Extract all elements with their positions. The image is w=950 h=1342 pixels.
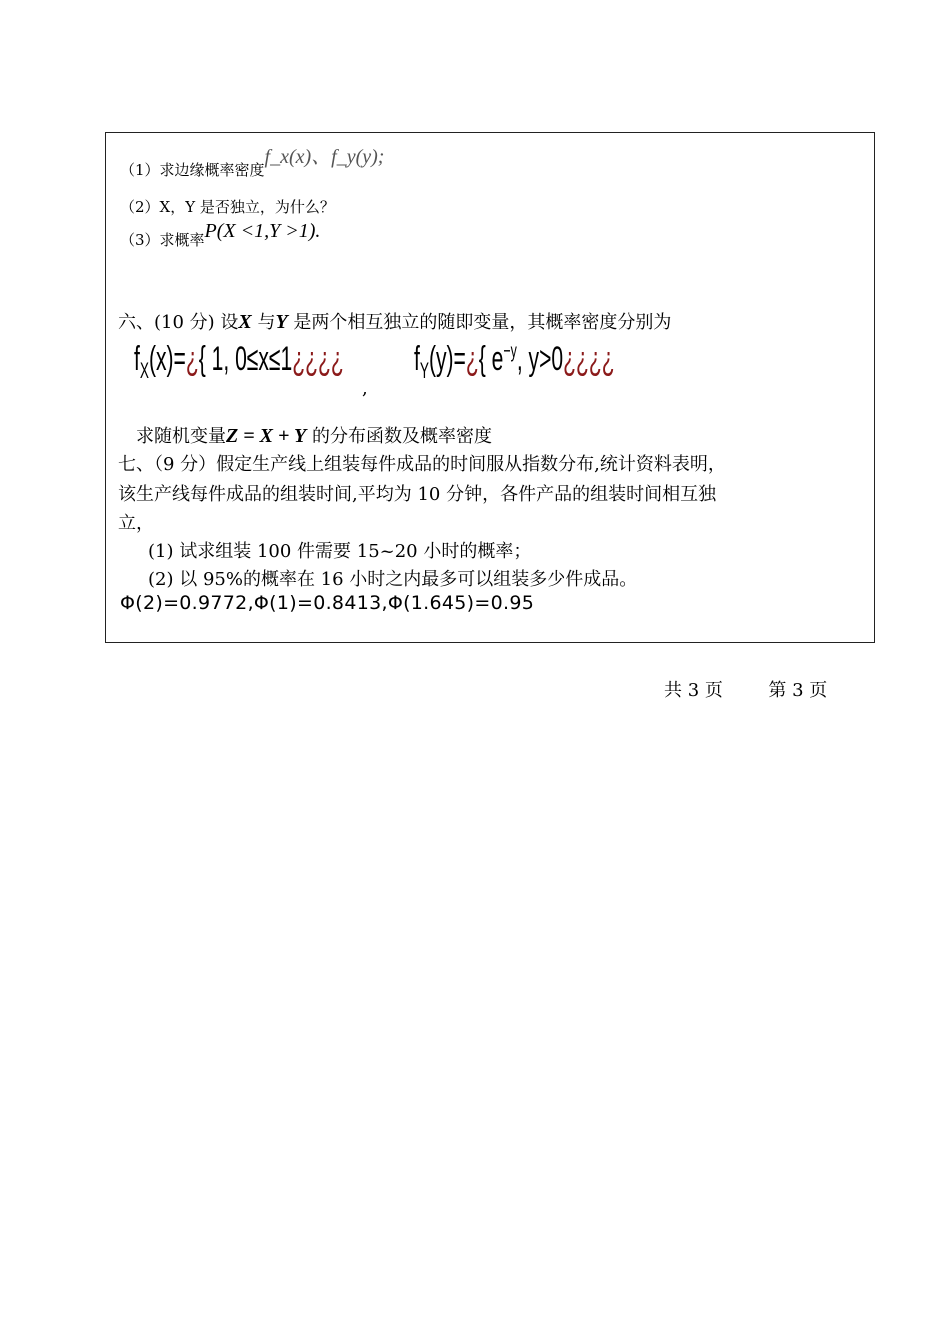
q6-intro-a: 六、(10 分) 设	[118, 312, 239, 333]
q6-var-x: X	[238, 311, 252, 333]
q7-sub1: (1) 试求组装 100 件需要 15~20 小时的概率；	[148, 541, 532, 562]
q6-fy-body-post: , y>0	[516, 340, 564, 378]
q6-density-fy	[414, 340, 738, 400]
q5-part3-formula: P(X <1,Y >1).	[204, 220, 321, 242]
q6-intro-b: 与	[251, 312, 276, 333]
q6-intro-c: 是两个相互独立的随即变量，其概率密度分别为	[287, 312, 672, 333]
q6-fx-sub: X	[139, 357, 149, 383]
q6-fx-tail: ¿¿¿¿	[292, 340, 344, 378]
q5-part1-formula: f_x(x)、f_y(y);	[264, 146, 385, 168]
q6-task	[136, 422, 492, 448]
q6-fy-f: f	[414, 340, 420, 378]
q6-fx-body: { 1, 0≤x≤1	[198, 340, 293, 378]
q6-fx-f: f	[134, 340, 140, 378]
q6-task-b: 的分布函数及概率密度	[306, 426, 492, 447]
q5-part3	[120, 220, 321, 249]
q6-fy-expression	[414, 340, 615, 384]
q7-line3: 立，	[118, 513, 154, 534]
q7-line2: 该生产线每件成品的组装时间,平均为 10 分钟，各件产品的组装时间相互独	[118, 484, 717, 505]
q6-task-formula: Z = X + Y	[226, 425, 307, 447]
footer-current-page: 第 3 页	[768, 680, 828, 701]
q7-line1: 七、（9 分）假定生产线上组装每件成品的时间服从指数分布,统计资料表明，	[118, 454, 726, 475]
q6-fy-tail: ¿¿¿¿	[563, 340, 615, 378]
q6-fx-expression	[134, 340, 344, 384]
footer-total-pages: 共 3 页	[664, 680, 723, 701]
q5-part2: （2）X，Y 是否独立，为什么？	[120, 198, 335, 216]
q6-fy-rest: (y)=	[428, 340, 466, 378]
q6-task-a: 求随机变量	[136, 426, 226, 447]
q6-fy-sub: Y	[419, 357, 429, 383]
q5-part1	[120, 140, 385, 179]
q5-part3-text: （3）求概率	[120, 231, 205, 249]
q7-phi-values: Φ(2)=0.9772,Φ(1)=0.8413,Φ(1.645)=0.95	[120, 592, 535, 614]
q6-intro	[118, 308, 671, 334]
q5-part1-text: （1）求边缘概率密度	[120, 161, 265, 179]
q6-fy-body-sup: −y	[503, 340, 517, 363]
q6-fy-body-pre: { e	[478, 340, 504, 378]
page-footer	[664, 676, 831, 702]
q6-fx-glyph: ¿	[185, 340, 199, 378]
q6-fy-glyph: ¿	[465, 340, 479, 378]
q7-sub2: (2) 以 95%的概率在 16 小时之内最多可以组装多少件成品。	[148, 569, 638, 590]
q6-comma: ,	[362, 378, 368, 399]
q6-var-y: Y	[275, 311, 288, 333]
q6-fx-rest: (x)=	[148, 340, 186, 378]
